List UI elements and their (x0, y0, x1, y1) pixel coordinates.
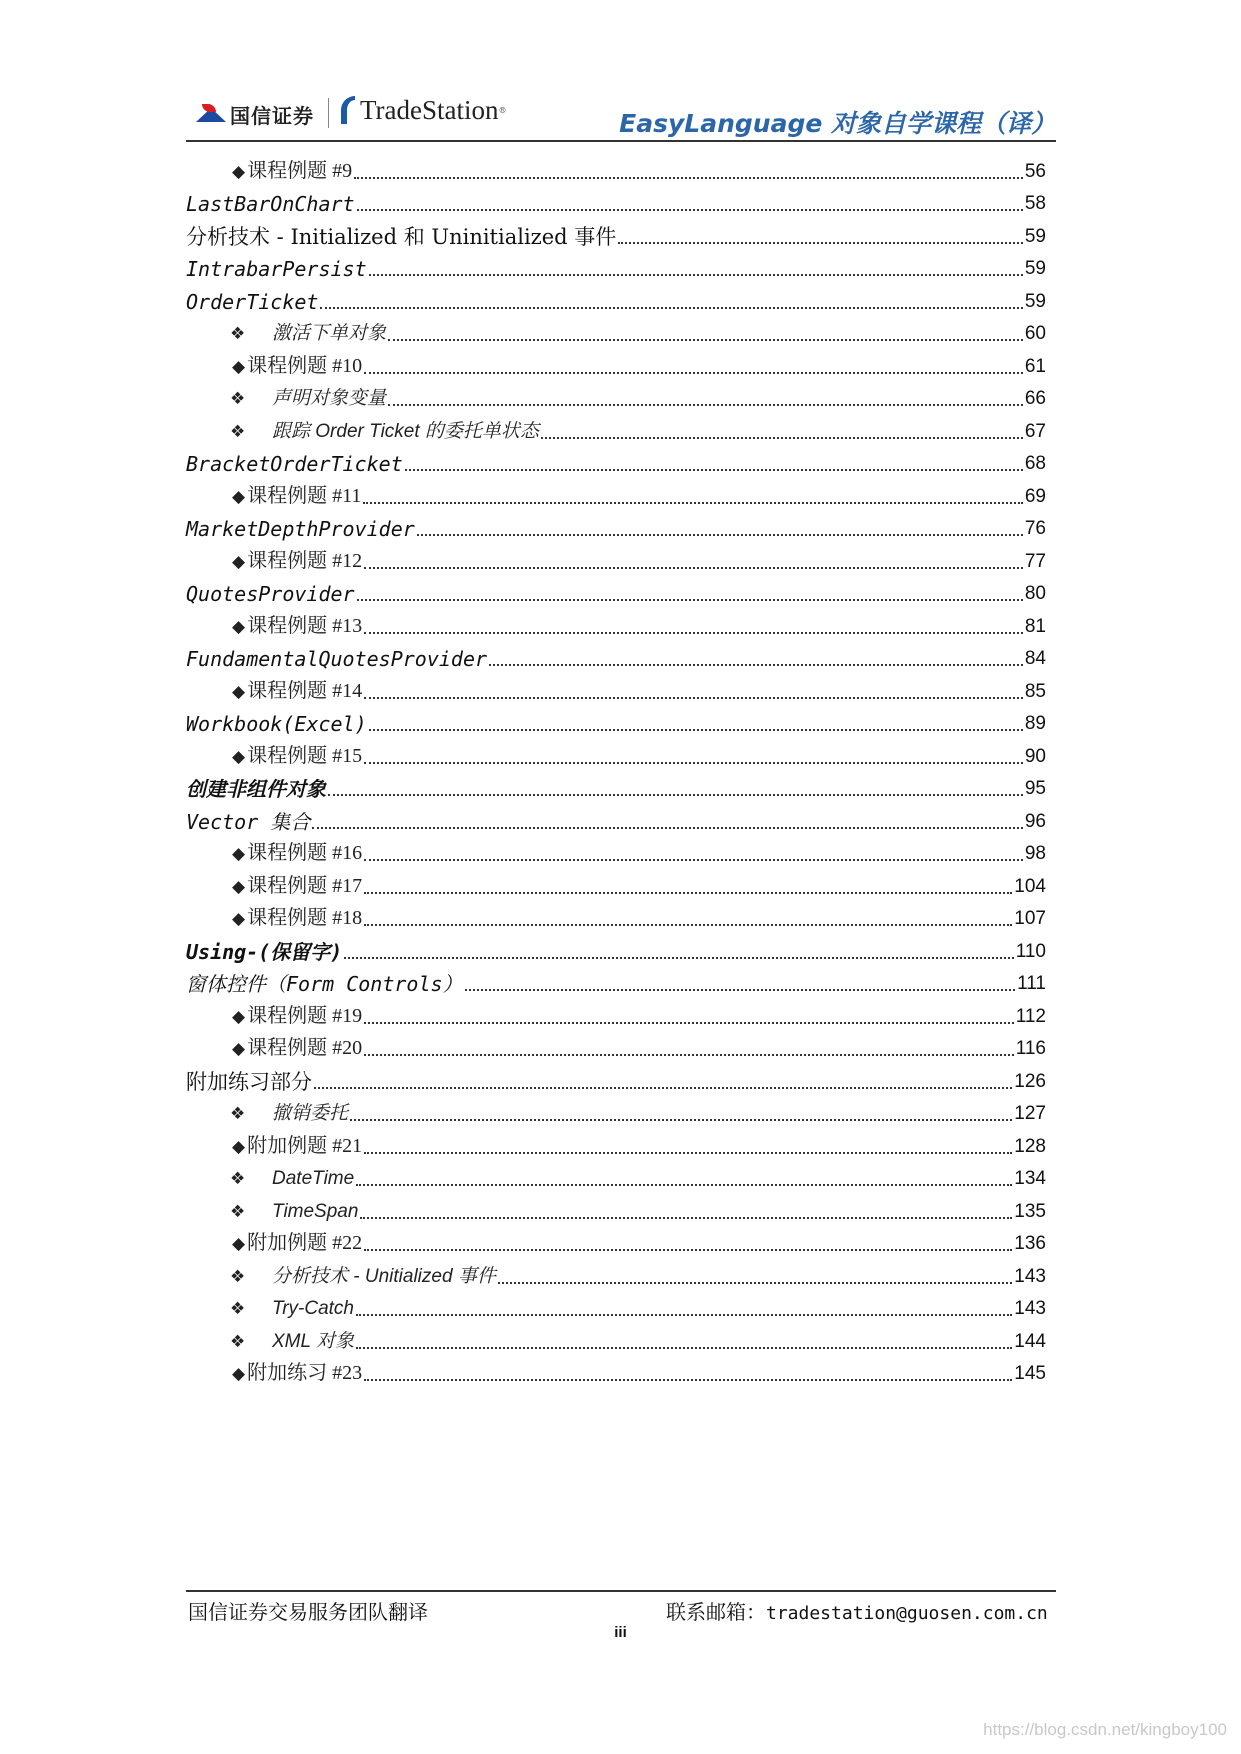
dot-leader (498, 1282, 1012, 1284)
toc-entry-title (186, 776, 326, 802)
registered-mark: ® (498, 105, 507, 115)
toc-entry-text: 课程例题 #17 (247, 874, 363, 897)
dot-leader (364, 632, 1023, 634)
toc-entry-text: IntrabarPersist (186, 257, 367, 281)
tradestation-swoosh-icon (338, 94, 358, 126)
toc-entry[interactable] (186, 575, 1046, 608)
dot-leader (369, 729, 1023, 731)
toc-entry-page: 126 (1014, 1070, 1046, 1092)
dot-leader (314, 1087, 1012, 1089)
black-diamond-icon: ◆ (232, 486, 246, 506)
toc-entry[interactable] (186, 282, 1046, 315)
toc-entry-text: 声明对象变量 (272, 388, 387, 409)
dot-leader (364, 567, 1023, 569)
toc-entry-text: 课程例题 #15 (247, 744, 363, 767)
toc-entry[interactable] (186, 1062, 1046, 1095)
toc-entry-page: 98 (1024, 843, 1046, 864)
toc-entry-title (186, 873, 362, 900)
toc-entry-title (186, 1035, 362, 1062)
dot-leader (388, 339, 1023, 341)
toc-entry-text: 激活下单对象 (272, 323, 387, 344)
toc-entry-page: 110 (1015, 940, 1046, 962)
toc-entry-page: 134 (1014, 1168, 1046, 1189)
four-diamond-clover-icon: ❖ (230, 1104, 246, 1123)
toc-entry-page: 143 (1014, 1265, 1046, 1287)
black-diamond-icon: ◆ (232, 161, 246, 181)
dot-leader (417, 534, 1023, 536)
toc-entry-text: 创建非组件对象 (186, 777, 326, 801)
toc-entry-title (186, 840, 362, 867)
toc-entry[interactable] (186, 1290, 1046, 1323)
toc-entry-text: TimeSpan (272, 1200, 359, 1222)
black-diamond-icon: ◆ (232, 746, 246, 766)
dot-leader (364, 892, 1012, 894)
toc-entry[interactable] (186, 1192, 1046, 1225)
toc-entry-text: FundamentalQuotesProvider (186, 647, 488, 671)
black-diamond-icon: ◆ (232, 1136, 246, 1156)
toc-entry-page: 143 (1014, 1298, 1046, 1319)
toc-entry-page: 59 (1024, 225, 1046, 247)
toc-entry-text: Workbook(Excel) (186, 712, 367, 736)
toc-entry-page: 90 (1024, 745, 1046, 767)
toc-entry-page: 85 (1024, 680, 1046, 702)
dot-leader (357, 209, 1023, 211)
toc-entry[interactable] (186, 1355, 1046, 1388)
black-diamond-icon: ◆ (232, 1039, 246, 1058)
black-diamond-icon: ◆ (232, 1364, 246, 1383)
dot-leader (364, 1249, 1012, 1251)
toc-entry[interactable] (186, 1257, 1046, 1290)
page-header (186, 88, 1056, 148)
toc-entry-text: 分析技术 - Initialized 和 Uninitialized 事件 (186, 224, 617, 249)
toc-entry-title (186, 646, 487, 672)
toc-entry[interactable] (186, 607, 1046, 640)
toc-entry-title (186, 809, 310, 835)
toc-entry-title (186, 483, 361, 510)
header-rule (186, 140, 1056, 142)
table-of-contents (186, 152, 1046, 1387)
tradestation-logo (338, 94, 507, 126)
black-diamond-icon: ◆ (232, 616, 246, 636)
black-diamond-icon: ◆ (232, 681, 246, 701)
toc-entry-title (186, 1230, 362, 1257)
toc-entry[interactable] (186, 965, 1046, 998)
toc-entry-text: 窗体控件（Form Controls） (186, 972, 463, 996)
toc-entry-text: 课程例题 #9 (247, 159, 353, 182)
toc-entry-title (186, 905, 362, 932)
black-diamond-icon: ◆ (232, 356, 246, 376)
toc-entry-page: 89 (1024, 713, 1046, 734)
toc-entry-text: 课程例题 #18 (247, 907, 363, 929)
toc-entry-text: Try-Catch (272, 1298, 354, 1319)
toc-entry-title (186, 451, 403, 477)
toc-entry-text: 课程例题 #14 (247, 679, 363, 702)
toc-entry-text: XML 对象 (272, 1330, 355, 1352)
dot-leader (465, 989, 1016, 991)
toc-entry[interactable] (186, 445, 1046, 478)
toc-entry-text: 跟踪 Order Ticket 的委托单状态 (272, 420, 539, 442)
toc-entry[interactable] (186, 705, 1046, 738)
toc-entry-page: 95 (1024, 778, 1046, 799)
toc-entry-text: 课程例题 #16 (247, 842, 363, 864)
toc-entry-title (186, 516, 415, 542)
toc-entry[interactable] (186, 477, 1046, 510)
dot-leader (541, 437, 1023, 439)
toc-entry-text: 课程例题 #13 (247, 614, 363, 637)
black-diamond-icon: ◆ (232, 909, 246, 928)
toc-entry-page: 107 (1014, 908, 1046, 929)
toc-entry-page: 145 (1014, 1363, 1046, 1384)
toc-entry-text: 附加练习 #23 (247, 1362, 363, 1384)
logo-divider (328, 98, 329, 128)
dot-leader (364, 1022, 1014, 1024)
dot-leader (364, 372, 1023, 374)
toc-entry[interactable] (186, 347, 1046, 380)
toc-entry-title (186, 224, 616, 250)
toc-entry[interactable] (186, 542, 1046, 575)
toc-entry-title (186, 419, 539, 445)
toc-entry-page: 116 (1015, 1038, 1046, 1059)
guosen-logo (196, 100, 314, 129)
toc-entry-text: 附加例题 #22 (247, 1232, 363, 1254)
black-diamond-icon: ◆ (232, 1006, 246, 1026)
dot-leader (388, 404, 1023, 406)
dot-leader (328, 794, 1023, 796)
toc-entry-title (186, 158, 352, 185)
toc-entry[interactable] (186, 1322, 1046, 1355)
toc-entry-page: 112 (1015, 1005, 1046, 1027)
dot-leader (364, 1054, 1014, 1056)
document-title: EasyLanguage 对象自学课程（译） (619, 109, 1056, 138)
toc-entry[interactable] (186, 510, 1046, 543)
four-diamond-clover-icon: ❖ (230, 1299, 246, 1318)
toc-entry-page: 136 (1014, 1233, 1046, 1254)
dot-leader (312, 827, 1023, 829)
toc-entry[interactable] (186, 672, 1046, 705)
dot-leader (364, 1379, 1012, 1381)
toc-entry-title (186, 1133, 362, 1160)
dot-leader (320, 307, 1022, 309)
toc-entry-page: 68 (1024, 453, 1046, 474)
dot-leader (489, 664, 1023, 666)
footer-translator: 国信证券交易服务团队翻译 (188, 1600, 428, 1624)
toc-entry-title (186, 678, 362, 705)
four-diamond-clover-icon: ❖ (230, 324, 246, 343)
dot-leader (363, 502, 1023, 504)
footer-rule (186, 1590, 1056, 1592)
four-diamond-clover-icon: ❖ (230, 1331, 246, 1351)
page-number: iii (614, 1624, 627, 1641)
toc-entry-text: 附加例题 #21 (247, 1134, 363, 1157)
toc-entry-page: 76 (1024, 518, 1046, 539)
dot-leader (350, 1119, 1012, 1121)
dot-leader (364, 762, 1023, 764)
toc-entry-page: 135 (1014, 1200, 1046, 1222)
toc-entry-title (186, 256, 367, 282)
toc-entry[interactable] (186, 1225, 1046, 1258)
toc-entry-page: 111 (1017, 973, 1046, 994)
toc-entry[interactable] (186, 185, 1046, 218)
toc-entry[interactable] (186, 1127, 1046, 1160)
toc-entry[interactable] (186, 802, 1046, 835)
footer-contact (666, 1596, 1048, 1625)
toc-entry[interactable] (186, 1160, 1046, 1193)
toc-entry-title (186, 1199, 358, 1225)
toc-entry-title (186, 1329, 354, 1355)
toc-entry-title (186, 743, 362, 770)
dot-leader (364, 924, 1012, 926)
toc-entry-text: 附加练习部分 (186, 1069, 312, 1094)
four-diamond-clover-icon: ❖ (230, 1201, 246, 1221)
toc-entry[interactable] (186, 835, 1046, 868)
tradestation-logo-text: TradeStation (360, 94, 499, 125)
toc-entry-text: OrderTicket (186, 289, 319, 314)
toc-entry-page: 96 (1024, 810, 1046, 832)
toc-entry-text: 课程例题 #12 (247, 549, 363, 572)
toc-entry-page: 61 (1024, 355, 1046, 377)
footer-contact-email: tradestation@guosen.com.cn (766, 1603, 1048, 1624)
toc-entry-title (186, 1264, 496, 1290)
black-diamond-icon: ◆ (232, 844, 246, 863)
toc-entry-title (186, 1360, 362, 1387)
toc-entry[interactable] (186, 250, 1046, 283)
toc-entry-title (186, 1296, 354, 1322)
dot-leader (360, 1217, 1012, 1219)
toc-entry-page: 104 (1014, 875, 1046, 897)
toc-entry-text: DateTime (272, 1168, 355, 1189)
toc-entry-page: 56 (1024, 160, 1046, 182)
guosen-logo-mark-icon (196, 104, 226, 126)
toc-entry-title (186, 191, 355, 217)
toc-entry-title (186, 939, 342, 965)
toc-entry-text: Vector 集合 (186, 809, 311, 834)
toc-entry-page: 59 (1024, 258, 1046, 279)
dot-leader (369, 274, 1023, 276)
black-diamond-icon: ◆ (232, 876, 246, 896)
toc-entry-text: 课程例题 #10 (247, 354, 363, 377)
toc-entry[interactable] (186, 380, 1046, 413)
toc-entry[interactable] (186, 640, 1046, 673)
toc-entry-page: 144 (1014, 1330, 1046, 1352)
toc-entry-page: 127 (1014, 1103, 1046, 1124)
toc-entry-title (186, 971, 463, 997)
dot-leader (354, 177, 1023, 179)
toc-entry-page: 81 (1024, 615, 1046, 637)
toc-entry-text: 课程例题 #11 (247, 484, 362, 507)
dot-leader (405, 469, 1023, 471)
toc-entry-text: 课程例题 #19 (247, 1004, 363, 1027)
toc-entry[interactable] (186, 997, 1046, 1030)
toc-entry-page: 58 (1024, 193, 1046, 214)
toc-entry[interactable] (186, 770, 1046, 803)
four-diamond-clover-icon: ❖ (230, 421, 246, 441)
toc-entry-page: 60 (1024, 323, 1046, 344)
toc-entry-text: 分析技术 - Unitialized 事件 (272, 1265, 496, 1287)
dot-leader (356, 1184, 1012, 1186)
toc-entry[interactable] (186, 152, 1046, 185)
four-diamond-clover-icon: ❖ (230, 1169, 246, 1188)
toc-entry-title (186, 1101, 348, 1127)
black-diamond-icon: ◆ (232, 551, 246, 571)
toc-entry-title (186, 289, 318, 315)
toc-entry-page: 80 (1024, 583, 1046, 604)
toc-entry[interactable] (186, 412, 1046, 445)
toc-entry[interactable] (186, 867, 1046, 900)
toc-entry-title (186, 1069, 312, 1095)
toc-entry[interactable] (186, 900, 1046, 933)
dot-leader (356, 1314, 1012, 1316)
toc-entry[interactable] (186, 217, 1046, 250)
toc-entry[interactable] (186, 315, 1046, 348)
toc-entry-page: 128 (1014, 1135, 1046, 1157)
toc-entry-text: BracketOrderTicket (186, 452, 403, 476)
black-diamond-icon: ◆ (232, 1234, 246, 1253)
toc-entry-text: MarketDepthProvider (186, 517, 415, 541)
toc-entry-title (186, 711, 367, 737)
dot-leader (364, 697, 1023, 699)
toc-entry-text: LastBarOnChart (186, 192, 355, 216)
dot-leader (364, 859, 1023, 861)
toc-entry-text: QuotesProvider (186, 582, 355, 606)
toc-entry[interactable] (186, 932, 1046, 965)
dot-leader (356, 1347, 1012, 1349)
toc-entry-page: 69 (1024, 485, 1046, 507)
toc-entry[interactable] (186, 1030, 1046, 1063)
toc-entry-title (186, 321, 386, 347)
toc-entry-text: 撤销委托 (272, 1103, 349, 1124)
toc-entry-page: 77 (1024, 550, 1046, 572)
dot-leader (618, 242, 1023, 244)
toc-entry-title (186, 1166, 354, 1192)
dot-leader (357, 599, 1023, 601)
toc-entry-title (186, 548, 362, 575)
footer-contact-label: 联系邮箱： (666, 1600, 766, 1624)
guosen-logo-text: 国信证券 (230, 104, 314, 128)
dot-leader (364, 1152, 1012, 1154)
toc-entry-title (186, 581, 355, 607)
toc-entry-text: 课程例题 #20 (247, 1037, 363, 1059)
watermark-url: https://blog.csdn.net/kingboy100 (983, 1720, 1227, 1739)
toc-entry-page: 84 (1024, 648, 1046, 669)
four-diamond-clover-icon: ❖ (230, 1266, 246, 1286)
toc-entry-page: 66 (1024, 388, 1046, 409)
toc-entry[interactable] (186, 1095, 1046, 1128)
toc-entry-page: 67 (1024, 420, 1046, 442)
dot-leader (344, 957, 1013, 959)
toc-entry-title (186, 353, 362, 380)
toc-entry-title (186, 1003, 362, 1030)
four-diamond-clover-icon: ❖ (230, 389, 246, 408)
toc-entry-page: 59 (1024, 290, 1046, 312)
toc-entry-title (186, 386, 386, 412)
toc-entry-title (186, 613, 362, 640)
toc-entry-text: Using-(保留字) (186, 939, 343, 964)
toc-entry[interactable] (186, 737, 1046, 770)
